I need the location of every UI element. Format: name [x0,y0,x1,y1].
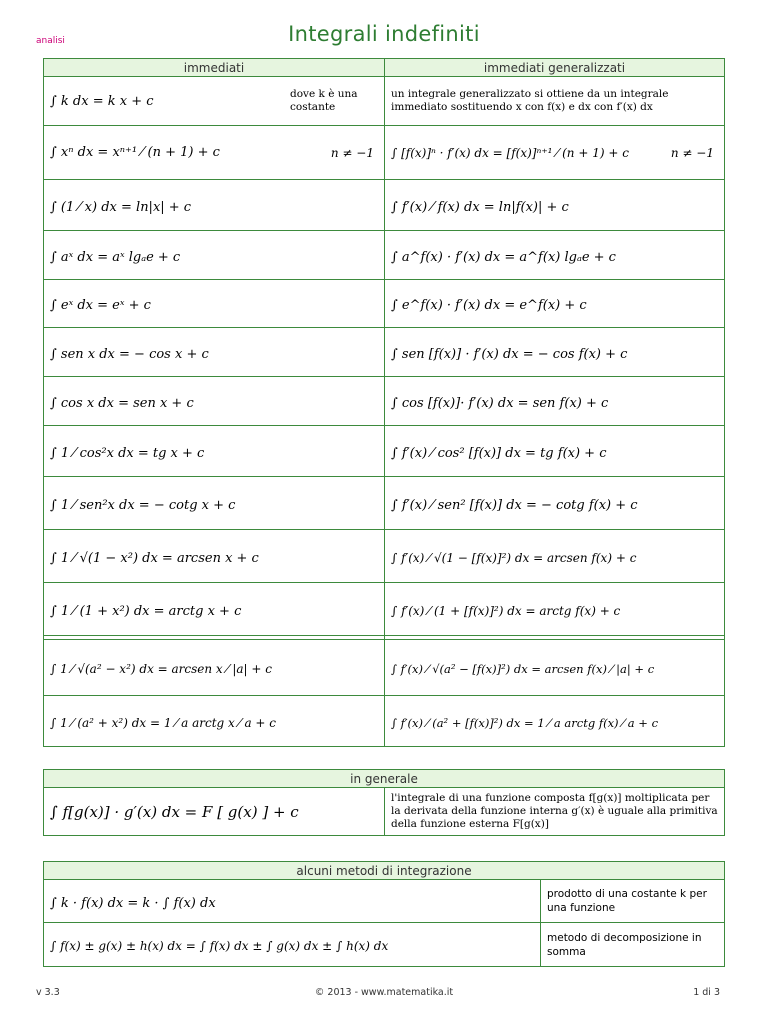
general-rule-table [43,769,725,836]
formula-cell [44,640,385,696]
column-header-immediate: immediati [44,59,385,77]
composite-formula: ∫ f[g(x)] · g′(x) dx = F [ g(x) ] + c [50,803,299,821]
formula: ∫ 1 ⁄ √(1 − x²) dx = arcsen x + c [50,550,259,566]
formula-cell [385,426,725,477]
method-description: prodotto di una costante k per una funzione [547,888,707,914]
formula-note: dove k è una costante [290,88,358,113]
formula: ∫ 1 ⁄ (a² + x²) dx = 1 ⁄ a arctg x ⁄ a + c [50,715,276,730]
page-title: Integrali indefiniti [288,22,480,46]
integration-methods-table [43,861,725,967]
formula: ∫ f′(x) ⁄ f(x) dx = ln|f(x)| + c [391,199,569,215]
formula: ∫ sen [f(x)] · f′(x) dx = − cos f(x) + c [391,346,628,362]
formula-cell [44,126,385,180]
formula: ∫ sen x dx = − cos x + c [50,346,209,362]
formula: ∫ cos x dx = sen x + c [50,395,194,411]
formula-cell [44,280,385,328]
formula-cell [44,583,385,636]
formula-cell [385,530,725,583]
formula: ∫ 1 ⁄ sen²x dx = − cotg x + c [50,497,236,513]
formula: ∫ 1 ⁄ (1 + x²) dx = arctg x + c [50,603,242,619]
formula-cell [385,328,725,377]
formula: ∫ k dx = k x + c [50,93,154,109]
formula-cell [44,880,541,923]
condition: n ≠ −1 [330,145,374,160]
formula-cell [44,231,385,280]
formula-cell [385,280,725,328]
formula-cell [44,477,385,530]
formula: ∫ f′(x) ⁄ (a² + [f(x)]²) dx = 1 ⁄ a arctg f(x) ⁄ a + c [391,715,659,730]
formula: ∫ xⁿ dx = xⁿ⁺¹ ⁄ (n + 1) + c [50,145,220,160]
version-label: v 3.3 [36,987,60,998]
formula: ∫ cos [f(x)]· f′(x) dx = sen f(x) + c [391,395,609,411]
formula-cell [385,77,725,126]
method-description: metodo di decomposizione in somma [547,931,702,958]
generalized-note: un integrale generalizzato si ottiene da un integrale immediato sostituendo x con f(x) e dx con f′(x) dx [391,88,669,113]
formula-cell [385,180,725,231]
formula-cell [385,696,725,747]
section-header-methods: alcuni metodi di integrazione [44,862,725,880]
formula: ∫ 1 ⁄ √(a² − x²) dx = arcsen x ⁄ |a| + c [50,662,272,676]
method-formula: ∫ f(x) ± g(x) ± h(x) dx = ∫ f(x) dx ± ∫ g(x) dx ± ∫ h(x) dx [50,939,389,953]
formula: ∫ f′(x) ⁄ sen² [f(x)] dx = − cotg f(x) + c [391,497,638,513]
composite-note: l'integrale di una funzione composta f[g(x)] moltiplicata per la derivata della funzione interna g′(x) è uguale alla primitiva della funzione esterna F[g(x)] [391,792,718,830]
copyright-label: © 2013 - www.matematika.it [314,987,454,998]
formula: ∫ aˣ dx = aˣ lgₐe + c [50,249,181,265]
formula-cell [44,426,385,477]
formula: ∫ f′(x) ⁄ √(a² − [f(x)]²) dx = arcsen f(x) ⁄ |a| + c [391,662,655,676]
condition: n ≠ −1 [670,145,714,160]
formula: ∫ [f(x)]ⁿ · f′(x) dx = [f(x)]ⁿ⁺¹ ⁄ (n + 1) + c [391,145,629,160]
formula-cell [385,231,725,280]
formula-cell [385,126,725,180]
formula: ∫ eˣ dx = eˣ + c [50,298,151,313]
formula-cell [44,180,385,231]
column-header-generalized: immediati generalizzati [385,59,725,77]
formula: ∫ 1 ⁄ cos²x dx = tg x + c [50,445,205,461]
section-tag: analisi [36,36,65,46]
formula: ∫ (1 ⁄ x) dx = ln|x| + c [50,199,192,215]
desc-cell [541,923,725,967]
page-number: 1 di 3 [693,987,720,998]
formula-cell [44,788,385,836]
desc-cell [541,880,725,923]
formula: ∫ a^f(x) · f′(x) dx = a^f(x) lgₐe + c [391,249,616,265]
formula-cell [44,923,541,967]
formula: ∫ f′(x) ⁄ (1 + [f(x)]²) dx = arctg f(x) + c [391,603,621,618]
formula-cell [44,328,385,377]
formula-cell [385,477,725,530]
method-formula: ∫ k · f(x) dx = k · ∫ f(x) dx [50,895,216,911]
formula-cell [44,377,385,426]
formula: ∫ f′(x) ⁄ cos² [f(x)] dx = tg f(x) + c [391,445,607,461]
formula-cell [44,696,385,747]
formula-cell [44,77,385,126]
note-cell [385,788,725,836]
formula-cell [385,377,725,426]
formula: ∫ e^f(x) · f′(x) dx = e^f(x) + c [391,298,587,313]
formula: ∫ f′(x) ⁄ √(1 − [f(x)]²) dx = arcsen f(x) + c [391,550,637,565]
formula-cell [44,530,385,583]
immediate-integrals-table [43,58,725,747]
section-header-general: in generale [44,770,725,788]
formula-cell [385,640,725,696]
formula-cell [385,583,725,636]
